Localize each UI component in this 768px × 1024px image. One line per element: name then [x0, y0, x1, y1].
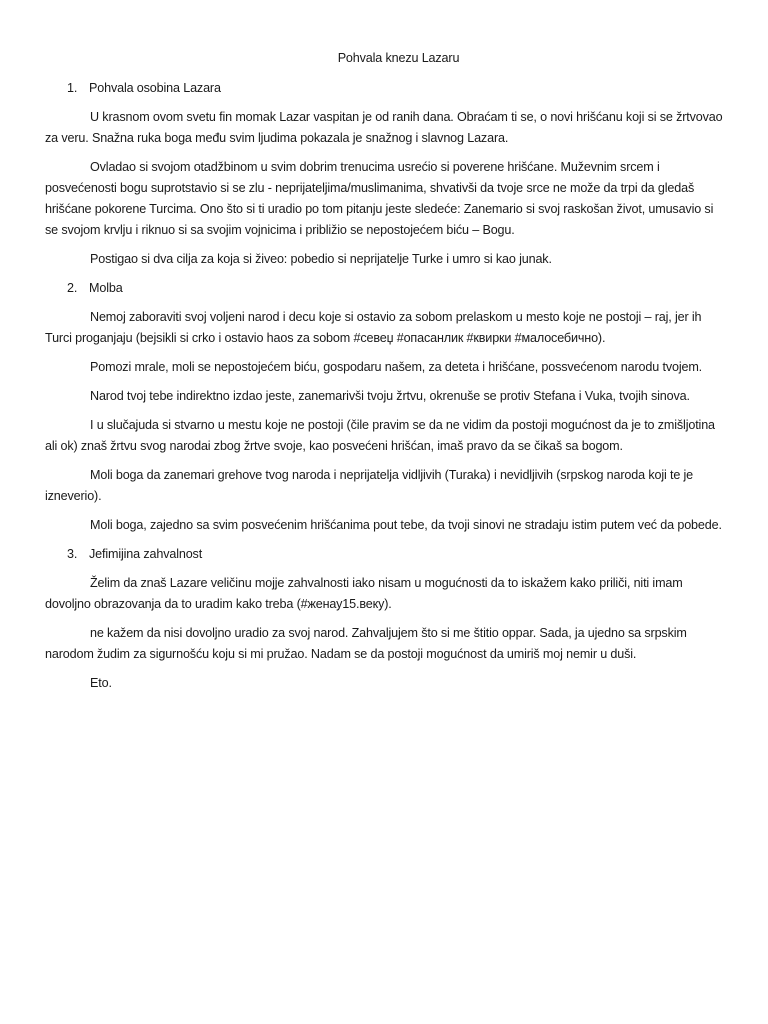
- section-title: Jefimijina zahvalnost: [89, 547, 203, 561]
- paragraph: Ovladao si svojom otadžbinom u svim dobrim trenucima usrećio si poverene hrišćane. Muževnim srcem i posvećenosti bogu suprotstavio si se zlu - neprijateljima/muslimanima, shvativši da tvoje srce ne može da trpi da gledaš hrišćane pokorene Turcima. Ono što si ti uradio po tom pitanju jeste sledeće: Zanemario si svoj raskošan život, umusavio si se svojom krvlju i riknuo si sa svojim vojnicima i približio se nepostojećem biću – Bogu.: [45, 160, 714, 237]
- document-title: Pohvala knezu Lazaru: [337, 51, 460, 65]
- section-gratitude: [45, 544, 728, 694]
- paragraph: I u slučajuda si stvarno u mestu koje ne postoji (čile pravim se da ne vidim da postoji mogućnost da je to zmišljotina ali ok) znaš žrtvu svog narodai zbog žrtve svoje, kao posvećeni hrišćan, imaš pravo da se čikaš sa bogom.: [45, 418, 715, 453]
- section-number: 2.: [67, 281, 78, 295]
- section-heading: [45, 278, 728, 299]
- section-number: 3.: [67, 547, 78, 561]
- paragraph: Nemoj zaboraviti svoj voljeni narod i decu koje si ostavio za sobom prelaskom u mesto koje ne postoji – raj, jer ih Turci proganjaju (bejsikli si crko i ostavio haos za sobom #севеџ #опасанлик #квирки #малосебично).: [45, 310, 702, 345]
- section-title: Pohvala osobina Lazara: [89, 81, 221, 95]
- paragraph: Postigao si dva cilja za koja si živeo: pobedio si neprijatelje Turke i umro si kao junak.: [90, 252, 552, 266]
- section-title: Molba: [89, 281, 123, 295]
- paragraph: Eto.: [90, 676, 112, 690]
- paragraph: Želim da znaš Lazare veličinu mojje zahvalnosti iako nisam u mogućnosti da to iskažem kako priliči, niti imam dovoljno obrazovanja da to uradim kako treba (#женау15.веку).: [45, 576, 683, 611]
- paragraph: Pomozi mrale, moli se nepostojećem biću, gospodaru našem, za deteta i hrišćane, possvećenom narodu tvojem.: [90, 360, 703, 374]
- paragraph: ne kažem da nisi dovoljno uradio za svoj narod. Zahvaljujem što si me štitio oppar. Sada, ja ujedno sa srpskim narodom žudim za sigurnošću koju si mi pružao. Nadam se da postoji mogućnost da umiriš moj nemir u duši.: [45, 626, 687, 661]
- section-number: 1.: [67, 81, 78, 95]
- section-heading: [45, 78, 728, 99]
- paragraph: Moli boga da zanemari grehove tvog naroda i neprijatelja vidljivih (Turaka) i nevidljivih (srpskog naroda koji te je izneverio).: [45, 468, 694, 503]
- paragraph: U krasnom ovom svetu fin momak Lazar vaspitan je od ranih dana. Obraćam ti se, o novi hrišćanu koji si se žrtvovao za veru. Snažna ruka boga među svim ljudima pokazala je snažnog i slavnog Lazara.: [45, 110, 723, 145]
- section-heading: [45, 544, 728, 565]
- paragraph: Narod tvoj tebe indirektno izdao jeste, zanemarivši tvoju žrtvu, okrenuše se protiv Stefana i Vuka, tvojih sinova.: [90, 389, 690, 403]
- paragraph: Moli boga, zajedno sa svim posvećenim hrišćanima pout tebe, da tvoji sinovi ne stradaju istim putem već da pobede.: [90, 518, 722, 532]
- section-plea: [45, 278, 728, 536]
- section-praise: [45, 78, 728, 270]
